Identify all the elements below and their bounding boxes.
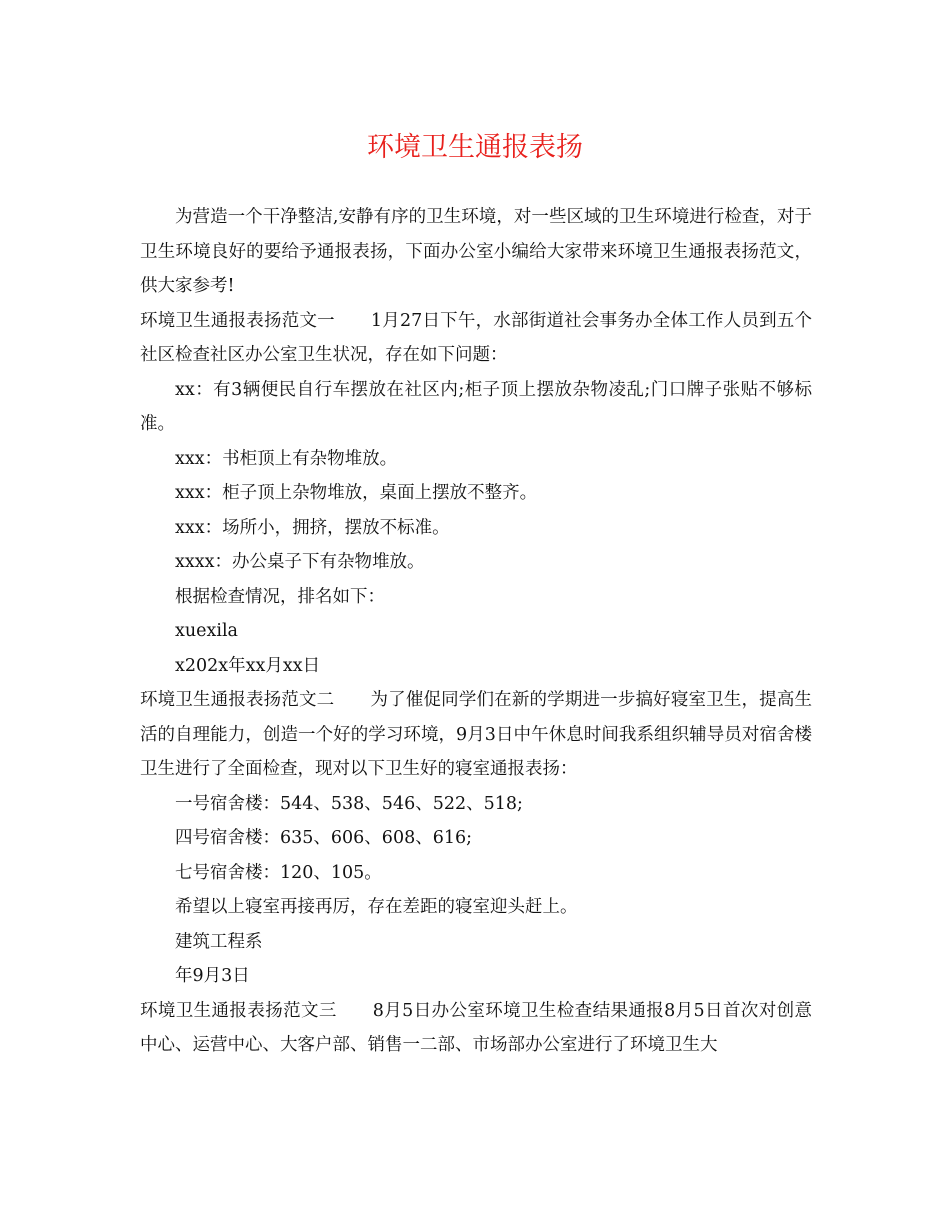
paragraph-text: 为了催促同学们在新的学期进一步搞好寝室卫生，提高生活的自理能力，创造一个好的学习环境，9月3日中午休息时间我系组织辅导员对宿舍楼卫生进行了全面检查，现对以下卫生好的寝室通报表扬： [140,690,813,779]
paragraph-text: 七号宿舍楼：120、105。 [175,862,382,883]
paragraph-text: 四号宿舍楼：635、606、608、616; [175,828,473,848]
document-body [140,200,812,1063]
paragraph-text: 根据检查情况，排名如下： [175,586,385,607]
paragraph-s2-p6 [140,959,812,994]
paragraph-text: xxx：柜子顶上杂物堆放，桌面上摆放不整齐。 [175,483,538,503]
paragraph-s1-p1 [140,373,812,442]
paragraph-text: 为营造一个干净整洁,安静有序的卫生环境，对一些区域的卫生环境进行检查，对于卫生环境良好的要给予通报表扬，下面办公室小编给大家带来环境卫生通报表扬范文，供大家参考! [140,207,812,296]
paragraph-text: xxxx：办公桌子下有杂物堆放。 [175,552,425,572]
paragraph-text: xx：有3辆便民自行车摆放在社区内;柜子顶上摆放杂物凌乱;门口牌子张贴不够标准。 [140,379,812,434]
paragraph-text: xxx：场所小，拥挤，摆放不标准。 [175,517,450,538]
section-heading: 环境卫生通报表扬范文三 [140,1000,337,1021]
paragraph-s2-p4 [140,890,812,925]
paragraph-text: 1月27日下午，水部街道社会事务办全体工作人员到五个社区检查社区办公室卫生状况，存在如下问题： [140,310,812,365]
paragraph-s1-p7 [140,614,812,649]
paragraph-s1-p5 [140,545,812,580]
paragraph-s1-p6 [140,580,812,615]
paragraph-text: 年9月3日 [175,966,250,986]
paragraph-text: xuexila [175,621,238,641]
paragraph-s3-head [140,994,812,1063]
paragraph-text: x202x年xx月xx日 [175,655,321,676]
document-title: 环境卫生通报表扬 [367,132,583,163]
paragraph-s1-head [140,304,812,373]
paragraph-s2-p2 [140,821,812,856]
paragraph-text: 一号宿舍楼：544、538、546、522、518; [175,793,523,814]
paragraph-text: 希望以上寝室再接再厉，存在差距的寝室迎头赶上。 [175,897,578,917]
section-heading: 环境卫生通报表扬范文二 [140,690,335,710]
paragraph-text: 建筑工程系 [175,931,263,952]
paragraph-s1-p4 [140,511,812,546]
paragraph-text: 8月5日办公室环境卫生检查结果通报8月5日首次对创意中心、运营中心、大客户部、销售一二部、市场部办公室进行了环境卫生大 [140,1000,812,1055]
paragraph-s1-p8 [140,649,812,684]
paragraph-s2-p5 [140,925,812,960]
section-heading: 环境卫生通报表扬范文一 [140,310,335,331]
paragraph-intro [140,200,812,304]
paragraph-s2-p1 [140,787,812,822]
paragraph-s2-head [140,683,812,787]
paragraph-text: xxx：书柜顶上有杂物堆放。 [175,448,398,469]
paragraph-s2-p3 [140,856,812,891]
paragraph-s1-p2 [140,442,812,477]
paragraph-s1-p3 [140,476,812,511]
